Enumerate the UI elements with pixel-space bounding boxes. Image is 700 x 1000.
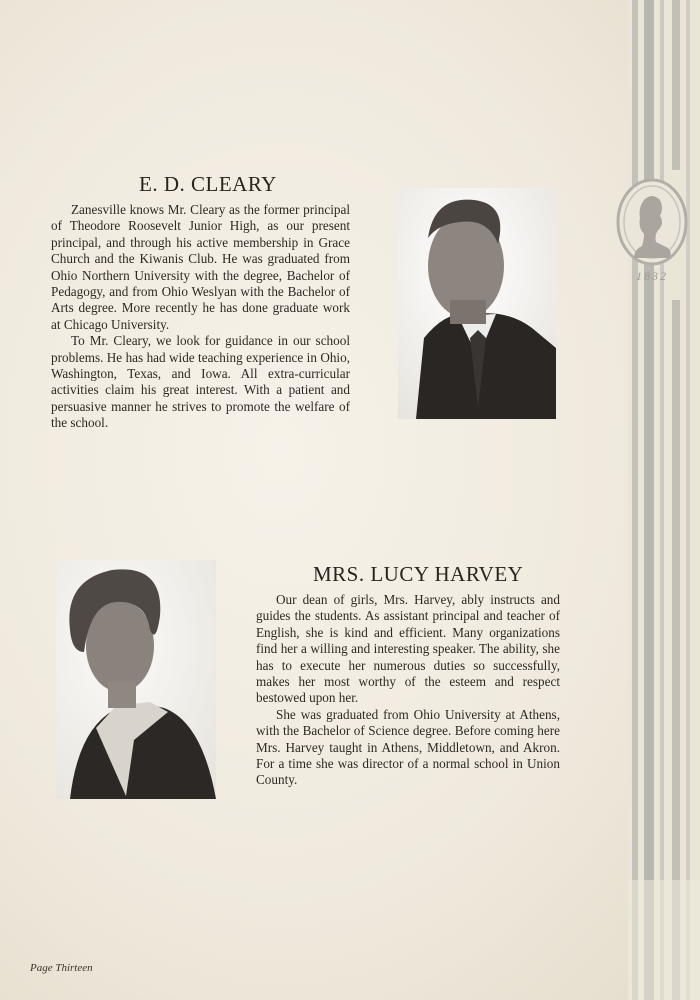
section-heading-harvey: MRS. LUCY HARVEY <box>313 562 524 586</box>
bio-paragraph: She was graduated from Ohio University at Athens, with the Bachelor of Science degree. Before coming here Mrs. Harvey taught in Athens, Middletown, and Akron. For a time she was director of a normal school in Union County. <box>256 706 560 788</box>
bio-paragraph: To Mr. Cleary, we look for guidance in our school problems. He has had wide teaching experience in Ohio, Washington, Texas, and Iowa. All extra-curricular activities claim his great interest. With a patient and persuasive manner he strives to promote the welfare of the school. <box>51 333 350 431</box>
medallion-portrait <box>614 178 690 288</box>
bio-paragraph: Zanesville knows Mr. Cleary as the former principal of Theodore Roosevelt Junior High, as our present principal, and through his active membership in Grace Church and the Kiwanis Club. He was graduated from Ohio Northern University with the degree, Bachelor of Pedagogy, and from Ohio Weslyan with the Bachelor of Arts degree. More recently he has done graduate work at Chicago University. <box>51 202 350 332</box>
medallion-year: 1832 <box>636 269 668 283</box>
bio-text-harvey <box>256 592 560 789</box>
bio-text-cleary <box>51 202 350 432</box>
portrait-photo-harvey <box>56 560 216 799</box>
bio-paragraph: Our dean of girls, Mrs. Harvey, ably instructs and guides the students. As assistant principal and teacher of English, she is kind and efficient. Many organizations find her a willing and interesting speaker. The ability, she has to execute her numerous duties so successfully, makes her most worthy of the esteem and respect bestowed upon her. <box>256 592 560 706</box>
decorative-border <box>628 0 700 1000</box>
section-heading-cleary: E. D. CLEARY <box>139 172 277 196</box>
page-number: Page Thirteen <box>30 962 93 974</box>
portrait-photo-cleary <box>398 188 556 419</box>
